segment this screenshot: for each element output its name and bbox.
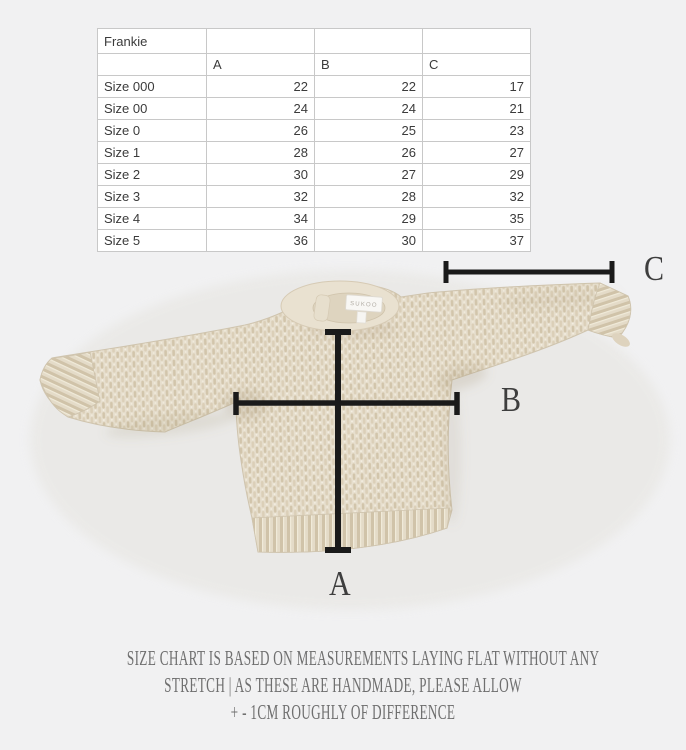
brand-tag-text: SUKOO bbox=[349, 301, 378, 309]
empty-cell bbox=[98, 54, 207, 76]
value-c: 17 bbox=[423, 76, 531, 98]
value-b: 30 bbox=[315, 230, 423, 252]
table-row bbox=[98, 164, 531, 186]
table-row bbox=[98, 76, 531, 98]
size-cell: Size 5 bbox=[98, 230, 207, 252]
column-header-a: A bbox=[207, 54, 315, 76]
footer-line-2: STRETCH | AS THESE ARE HANDMADE, PLEASE ALLOW bbox=[164, 673, 522, 697]
value-b: 25 bbox=[315, 120, 423, 142]
value-a: 22 bbox=[207, 76, 315, 98]
value-b: 24 bbox=[315, 98, 423, 120]
value-a: 26 bbox=[207, 120, 315, 142]
measurement-line-c bbox=[446, 261, 612, 283]
value-c: 21 bbox=[423, 98, 531, 120]
dimension-label-a: A bbox=[329, 565, 351, 603]
table-row bbox=[98, 98, 531, 120]
column-header-b: B bbox=[315, 54, 423, 76]
value-a: 36 bbox=[207, 230, 315, 252]
value-b: 28 bbox=[315, 186, 423, 208]
table-row-headers bbox=[98, 54, 531, 76]
value-b: 22 bbox=[315, 76, 423, 98]
size-tag bbox=[357, 312, 367, 324]
size-chart-table bbox=[97, 28, 531, 252]
size-cell: Size 0 bbox=[98, 120, 207, 142]
size-cell: Size 4 bbox=[98, 208, 207, 230]
value-c: 32 bbox=[423, 186, 531, 208]
table-row bbox=[98, 120, 531, 142]
table-row bbox=[98, 186, 531, 208]
size-cell: Size 00 bbox=[98, 98, 207, 120]
value-b: 26 bbox=[315, 142, 423, 164]
table-row bbox=[98, 208, 531, 230]
table-row-product bbox=[98, 29, 531, 54]
footer-line-3: + - 1CM ROUGHLY OF DIFFERENCE bbox=[230, 700, 456, 724]
value-a: 34 bbox=[207, 208, 315, 230]
value-c: 23 bbox=[423, 120, 531, 142]
empty-cell bbox=[423, 29, 531, 54]
column-header-c: C bbox=[423, 54, 531, 76]
table-row bbox=[98, 230, 531, 252]
empty-cell bbox=[315, 29, 423, 54]
size-cell: Size 2 bbox=[98, 164, 207, 186]
size-cell: Size 000 bbox=[98, 76, 207, 98]
product-name-cell: Frankie bbox=[98, 29, 207, 54]
footer-note bbox=[126, 645, 600, 726]
value-b: 27 bbox=[315, 164, 423, 186]
value-a: 24 bbox=[207, 98, 315, 120]
footer-line-1: SIZE CHART IS BASED ON MEASUREMENTS LAYING FLAT WITHOUT ANY bbox=[126, 646, 600, 670]
value-c: 37 bbox=[423, 230, 531, 252]
empty-cell bbox=[207, 29, 315, 54]
size-cell: Size 3 bbox=[98, 186, 207, 208]
value-c: 35 bbox=[423, 208, 531, 230]
value-a: 30 bbox=[207, 164, 315, 186]
value-b: 29 bbox=[315, 208, 423, 230]
value-c: 27 bbox=[423, 142, 531, 164]
dimension-label-b: B bbox=[501, 381, 522, 419]
value-a: 28 bbox=[207, 142, 315, 164]
size-cell: Size 1 bbox=[98, 142, 207, 164]
dimension-label-c: C bbox=[644, 250, 665, 288]
value-c: 29 bbox=[423, 164, 531, 186]
table-row bbox=[98, 142, 531, 164]
value-a: 32 bbox=[207, 186, 315, 208]
